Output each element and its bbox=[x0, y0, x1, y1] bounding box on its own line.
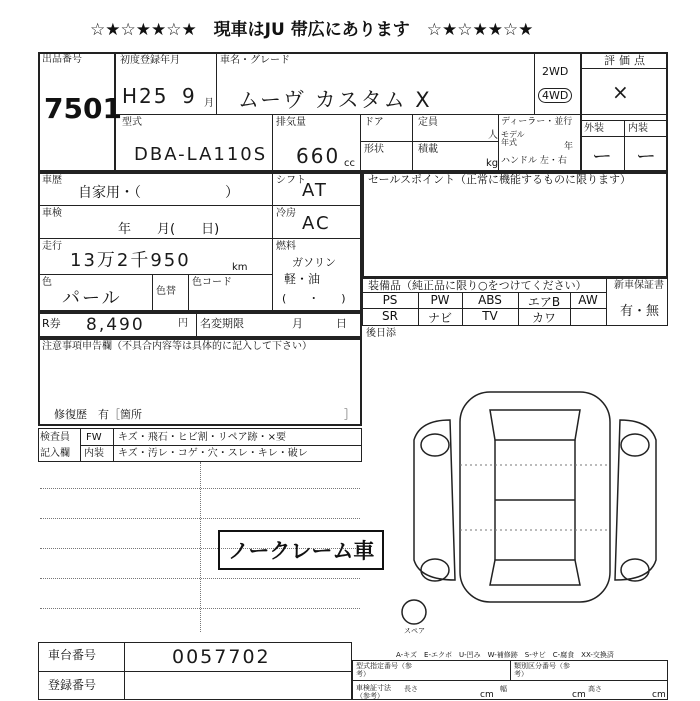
expiry-value: 月 日 bbox=[292, 317, 347, 330]
ac-label: 冷房 bbox=[276, 208, 296, 219]
color-code-label: 色コード bbox=[192, 277, 232, 288]
no-claim-stamp: ノークレーム車 bbox=[218, 530, 384, 570]
width-label: 幅 bbox=[500, 685, 507, 693]
fuel-gas: ガソリン bbox=[292, 256, 336, 269]
length-label: 長さ bbox=[404, 685, 418, 693]
name-value: ムーヴ カスタム X bbox=[238, 88, 432, 112]
type-designation: 型式指定番号（参考） bbox=[356, 662, 412, 678]
equip-label: 装備品（純正品に限り○をつけてください） bbox=[368, 279, 587, 292]
kg-unit: kg bbox=[486, 158, 499, 169]
person-unit: 人 bbox=[488, 130, 498, 141]
repair-close: ］ bbox=[344, 408, 355, 421]
color-value: パール bbox=[62, 288, 122, 309]
fuel-label: 燃料 bbox=[276, 241, 296, 252]
fw-text: キズ・飛石・ヒビ割・リペア跡・×要 bbox=[118, 432, 286, 443]
fw-label: FW bbox=[86, 432, 102, 443]
color-label: 色 bbox=[42, 277, 52, 288]
sales-box bbox=[362, 172, 668, 278]
cc-unit: cc bbox=[344, 158, 355, 169]
exterior-value: ー bbox=[592, 144, 614, 168]
history-value: 自家用・（ ） bbox=[78, 185, 239, 201]
fuel-light: 軽・油 bbox=[284, 272, 321, 286]
color-change-label: 色替 bbox=[156, 286, 176, 297]
model-label: 型式 bbox=[122, 117, 142, 128]
first-reg-year: H25 bbox=[122, 84, 169, 108]
equip-sr: SR bbox=[382, 309, 398, 323]
month-unit: 月 bbox=[204, 98, 214, 109]
expiry-label: 名変期限 bbox=[200, 317, 244, 330]
rear-attach-label: 後日添 bbox=[366, 328, 396, 339]
equip-airbag: エアB bbox=[527, 295, 561, 309]
equip-aw: AW bbox=[578, 293, 598, 307]
sales-label: セールスポイント（正常に機能するものに限ります） bbox=[368, 173, 632, 186]
interior-text: キズ・汚レ・コゲ・穴・スレ・キレ・破レ bbox=[118, 448, 308, 459]
first-reg-month: 9 bbox=[182, 84, 197, 108]
length-cm: cm bbox=[480, 690, 494, 700]
drive-2wd: 2WD bbox=[542, 65, 569, 78]
model-value: DBA-LA110S bbox=[134, 144, 268, 165]
ac-value: AC bbox=[302, 213, 331, 234]
repair-label: 修復歴 有［箇所 bbox=[54, 408, 142, 421]
inspector-label: 検査員 bbox=[40, 432, 70, 443]
lot-label: 出品番号 bbox=[42, 54, 82, 65]
mileage-value: 13万2千950 bbox=[70, 250, 191, 271]
door-label: ドア bbox=[364, 117, 384, 128]
equip-pw: PW bbox=[430, 293, 450, 307]
notes-label: 注意事項申告欄（不具合内容等は具体的に記入して下さい） bbox=[42, 341, 312, 352]
height-cm: cm bbox=[652, 690, 666, 700]
recycle-value: 8,490 bbox=[86, 315, 145, 335]
yen-unit: 円 bbox=[178, 318, 188, 329]
equip-leather: カワ bbox=[531, 311, 556, 325]
equip-navi: ナビ bbox=[427, 311, 452, 325]
width-cm: cm bbox=[572, 690, 586, 700]
category-label: 類別区分番号（参考） bbox=[514, 662, 570, 678]
eval-label: 評価点 bbox=[604, 54, 649, 67]
inspection-label: 車検 bbox=[42, 208, 62, 219]
fuel-paren: ( ・ ) bbox=[282, 292, 346, 305]
reg-label: 登録番号 bbox=[48, 678, 97, 692]
equip-ps: PS bbox=[382, 293, 398, 307]
model-year-label: モデル年式 bbox=[501, 130, 525, 147]
exterior-label: 外装 bbox=[584, 123, 604, 134]
interior-box-label: 内装 bbox=[84, 448, 104, 459]
year-unit: 年 bbox=[564, 142, 574, 152]
displacement-label: 排気量 bbox=[276, 117, 306, 128]
dealer-label: ディーラー・並行 bbox=[501, 117, 573, 127]
first-reg-label: 初度登録年月 bbox=[120, 55, 180, 66]
shape-label: 形状 bbox=[364, 144, 384, 155]
chassis-value: 0057702 bbox=[172, 646, 271, 668]
height-label: 高さ bbox=[588, 685, 602, 693]
car-damage-diagram bbox=[400, 380, 668, 630]
drive-4wd: 4WD bbox=[538, 88, 572, 103]
shift-label: シフト bbox=[276, 175, 306, 186]
chassis-label: 車台番号 bbox=[48, 648, 97, 662]
capacity-label: 定員 bbox=[418, 117, 438, 128]
load-label: 積載 bbox=[418, 144, 438, 155]
banner: ☆★☆★★☆★ 現車はJU 帯広にあります ☆★☆★★☆★ bbox=[90, 20, 534, 40]
handle-label: ハンドル 左・右 bbox=[501, 156, 567, 166]
interior-label: 内装 bbox=[628, 123, 648, 134]
inspection-value: 年 月( 日) bbox=[118, 222, 220, 237]
entry-label: 記入欄 bbox=[40, 448, 70, 459]
equip-tv: TV bbox=[482, 309, 498, 323]
km-unit: km bbox=[232, 262, 248, 273]
dim-label: 車検証寸法（参考） bbox=[356, 684, 391, 700]
damage-legend: A-キズ E-エクボ U-凹み W-補修跡 S-サビ C-腐食 XX-交換済 bbox=[396, 651, 614, 659]
shift-value: AT bbox=[302, 180, 328, 201]
mileage-label: 走行 bbox=[42, 241, 62, 252]
warranty-value: 有・無 bbox=[620, 304, 660, 319]
recycle-label: R券 bbox=[42, 317, 61, 330]
spare-label: スペア bbox=[404, 627, 425, 635]
interior-value: ー bbox=[636, 144, 658, 168]
displacement-value: 660 bbox=[296, 144, 341, 168]
equip-abs: ABS bbox=[478, 293, 502, 307]
history-label: 車歴 bbox=[42, 175, 62, 186]
name-label: 車名・グレード bbox=[220, 55, 290, 66]
lot-number: 7501 bbox=[44, 92, 122, 125]
eval-value: × bbox=[612, 80, 631, 104]
warranty-label: 新車保証書 bbox=[614, 280, 664, 291]
